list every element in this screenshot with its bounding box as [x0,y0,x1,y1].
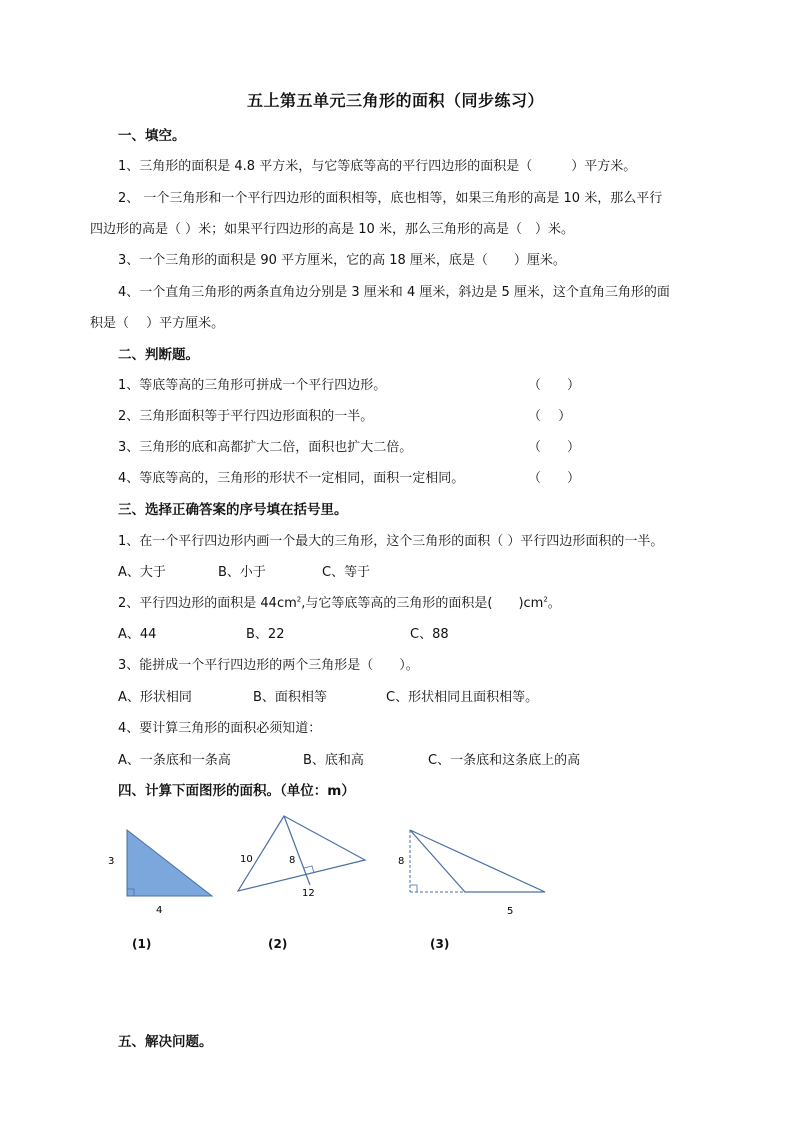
choice-option: A、44 [118,627,157,642]
judge-item-text: 2、三角形面积等于平行四边形面积的一半。 [118,409,374,424]
section-heading-judge: 二、判断题。 [118,347,199,363]
triangle-shape [238,816,365,891]
figure-3-label: (3) [430,937,450,951]
height-line [284,816,310,885]
right-angle-mark [410,885,417,892]
choice-option: A、大于 [118,565,166,580]
figure-3-obtuse-triangle [395,822,555,920]
judge-item-answer: （ ） [528,409,572,424]
section-heading-solve: 五、解决问题。 [118,1034,213,1050]
question-text: 1、三角形的面积是 4.8 平方米，与它等底等高的平行四边形的面积是（ ）平方米。 [118,159,637,174]
choice-option: C、等于 [322,565,371,580]
question-text: 1、在一个平行四边形内画一个最大的三角形，这个三角形的面积（ ）平行四边形面积的一半。 [118,534,664,549]
section-heading-choice: 三、选择正确答案的序号填在括号里。 [118,502,348,518]
question-text: 2、 一个三角形和一个平行四边形的面积相等，底也相等，如果三角形的高是 10 米，那么平行 [118,191,663,206]
base-label: 5 [507,906,514,917]
judge-item-answer: （ ） [528,378,581,393]
judge-item-text: 3、三角形的底和高都扩大二倍，面积也扩大二倍。 [118,440,413,455]
question-text: 积是（ ）平方厘米。 [90,316,225,331]
choice-option: A、形状相同 [118,690,192,705]
judge-item-text: 4、等底等高的，三角形的形状不一定相同，面积一定相同。 [118,471,465,486]
figure-1-label: (1) [132,937,152,951]
height-label: 8 [289,855,296,866]
judge-item-answer: （ ） [528,440,581,455]
judge-item-answer: （ ） [528,471,581,486]
question-text: 4、要计算三角形的面积必须知道： [118,721,322,736]
choice-option: C、88 [410,627,449,642]
choice-option: B、面积相等 [253,690,327,705]
triangle-shape [410,830,545,892]
base-label: 4 [156,905,163,916]
question-text: 4、一个直角三角形的两条直角边分别是 3 厘米和 4 厘米，斜边是 5 厘米，这个直角三角形的面 [118,285,670,300]
figure-2-triangle [232,808,372,903]
choice-option: B、22 [246,627,285,642]
triangle-shape [127,830,212,896]
question-text: 四边形的高是（ ）米；如果平行四边形的高是 10 米，那么三角形的高是（ ）米。 [90,222,574,237]
side-label: 10 [240,854,253,865]
section-heading-fill-blank: 一、填空。 [118,128,186,144]
height-label: 3 [108,856,115,867]
question-text: 3、能拼成一个平行四边形的两个三角形是（ ）。 [118,658,419,673]
choice-option: B、小于 [218,565,266,580]
page-title: 五上第五单元三角形的面积（同步练习） [247,91,545,110]
question-text [118,592,561,611]
choice-option: C、一条底和这条底上的高 [428,753,581,768]
section-heading-area: 四、计算下面图形的面积。（单位：m） [118,783,355,799]
choice-option: A、一条底和一条高 [118,753,231,768]
height-label: 8 [398,856,405,867]
question-text: 3、一个三角形的面积是 90 平方厘米，它的高 18 厘米，底是（ ）厘米。 [118,253,566,268]
superscript: 2 [296,595,302,604]
choice-option: B、底和高 [303,753,364,768]
judge-item-text: 1、等底等高的三角形可拼成一个平行四边形。 [118,378,387,393]
question-text-part: 2、平行四边形的面积是 44cm [118,596,297,611]
superscript: 2 [543,595,548,604]
choice-option: C、形状相同且面积相等。 [386,690,539,705]
question-text-part: 。 [547,596,561,611]
question-text-part: ,与它等底等高的三角形的面积是( )cm [301,596,544,611]
figure-2-label: (2) [268,937,288,951]
figure-1-right-triangle [100,820,225,920]
base-label: 12 [302,888,315,899]
